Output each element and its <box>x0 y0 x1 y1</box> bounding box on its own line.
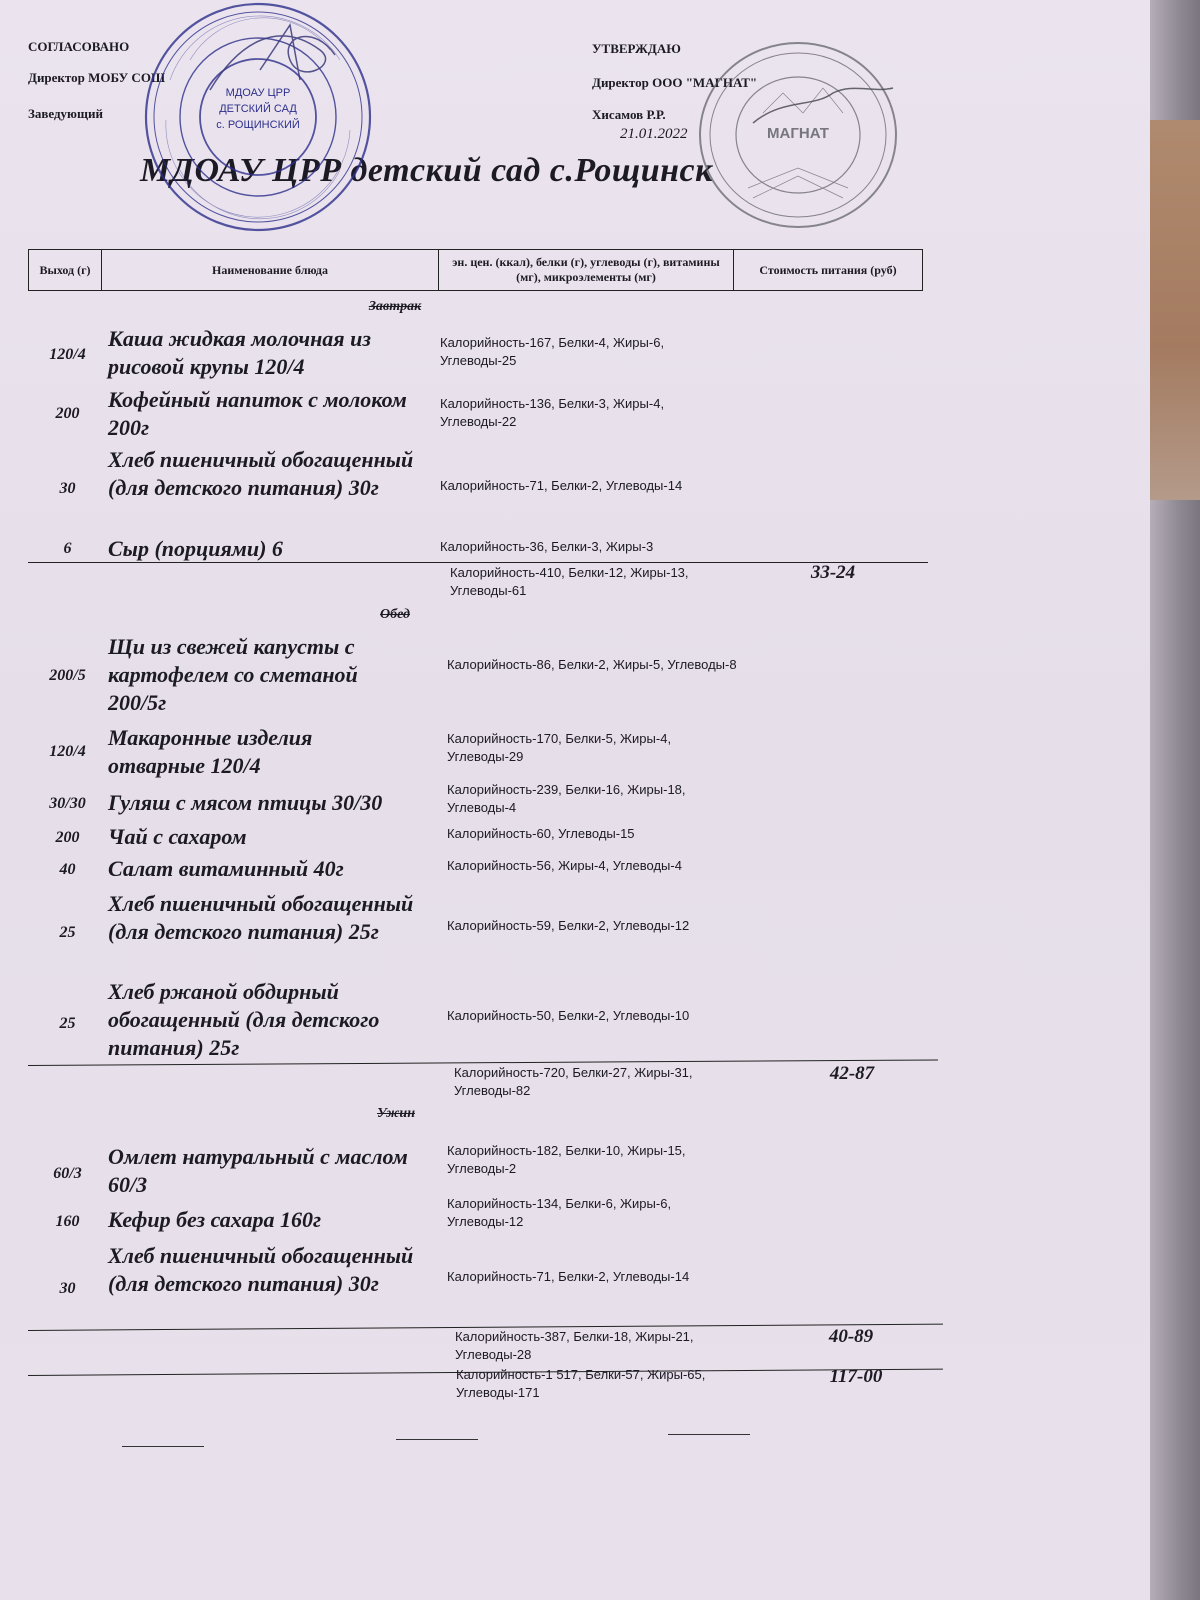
section-dinner-title: Ужин <box>377 1106 415 1121</box>
dinner-total-cost: 40-89 <box>828 1326 874 1347</box>
column-header-row <box>28 249 923 291</box>
dish-name: Хлеб пшеничный обогащенный (для детского питания) 25г <box>108 891 414 944</box>
company-seal-text: МАГНАТ <box>767 125 829 142</box>
approve-label: УТВЕРЖДАЮ <box>592 41 681 56</box>
dish-nutrition: Калорийность-182, Белки-10, Жиры-15, Углеводы-2 <box>447 1143 686 1176</box>
lunch-total-nutrition: Калорийность-720, Белки-27, Жиры-31, Углеводы-82 <box>454 1065 693 1098</box>
signature-line-2 <box>396 1439 478 1440</box>
head-label: Заведующий <box>28 106 103 121</box>
agreed-label: СОГЛАСОВАНО <box>28 39 130 54</box>
dish-output: 200/5 <box>49 667 86 684</box>
dish-name: Кефир без сахара 160г <box>108 1207 322 1232</box>
left-director-label: Директор МОБУ СОШ <box>28 70 166 85</box>
dish-output: 6 <box>63 540 72 557</box>
seal-line3: с. РОЩИНСКИЙ <box>216 119 300 131</box>
dish-output: 40 <box>59 861 76 878</box>
signature-line-3 <box>668 1434 750 1435</box>
dish-nutrition: Калорийность-167, Белки-4, Жиры-6, Углеводы-25 <box>440 335 665 368</box>
dish-output: 25 <box>59 924 76 941</box>
dish-nutrition: Калорийность-59, Белки-2, Углеводы-12 <box>447 918 690 933</box>
breakfast-total-nutrition: Калорийность-410, Белки-12, Жиры-13, Углеводы-61 <box>450 565 689 598</box>
page-edge-background <box>1150 0 1200 1600</box>
lunch-total-cost: 42-87 <box>829 1063 875 1084</box>
dish-nutrition: Калорийность-60, Углеводы-15 <box>447 826 635 841</box>
dish-output: 200 <box>55 829 80 846</box>
dish-output: 120/4 <box>49 346 86 363</box>
dish-output: 30/30 <box>49 795 86 812</box>
col-cost-header: Стоимость питания (руб) <box>759 262 897 277</box>
dinner-total-nutrition: Калорийность-387, Белки-18, Жиры-21, Углеводы-28 <box>455 1329 694 1362</box>
dish-name: Чай с сахаром <box>108 824 247 849</box>
dish-output: 25 <box>59 1015 76 1032</box>
dish-nutrition: Калорийность-71, Белки-2, Углеводы-14 <box>440 478 683 493</box>
dish-output: 60/3 <box>53 1165 82 1182</box>
seal-line2: ДЕТСКИЙ САД <box>219 103 297 115</box>
dish-name: Салат витаминный 40г <box>108 856 344 881</box>
page-title: МДОАУ ЦРР детский сад с.Рощинск <box>140 152 713 189</box>
dish-name: Гуляш с мясом птицы 30/30 <box>108 790 383 815</box>
breakfast-total-cost: 33-24 <box>810 562 856 583</box>
dish-name: Омлет натуральный с маслом 60/3 <box>108 1144 408 1197</box>
signature-line-1 <box>122 1446 204 1447</box>
dish-nutrition: Калорийность-134, Белки-6, Жиры-6, Углеводы-12 <box>447 1196 672 1229</box>
dish-output: 30 <box>59 480 76 497</box>
dish-name: Щи из свежей капусты с картофелем со сметаной 200/5г <box>108 634 358 715</box>
dish-nutrition: Калорийность-56, Жиры-4, Углеводы-4 <box>447 858 682 873</box>
right-director-label: Директор ООО "МАГНАТ" <box>592 75 758 90</box>
dish-nutrition: Калорийность-50, Белки-2, Углеводы-10 <box>447 1008 690 1023</box>
dish-output: 30 <box>59 1280 76 1297</box>
approval-date: 21.01.2022 <box>620 126 688 142</box>
col-nutrition-header: эн. цен. (ккал), белки (г), углеводы (г), витамины (мг), микроэлементы (мг) <box>439 250 734 290</box>
dish-nutrition: Калорийность-239, Белки-16, Жиры-18, Углеводы-4 <box>447 782 686 815</box>
dish-name: Хлеб ржаной обдирный обогащенный (для детского питания) 25г <box>108 979 380 1060</box>
dish-nutrition: Калорийность-170, Белки-5, Жиры-4, Углеводы-29 <box>447 731 672 764</box>
wood-surface <box>1150 120 1200 500</box>
dish-output: 200 <box>55 405 80 422</box>
dish-name: Сыр (порциями) 6 <box>108 536 283 561</box>
dish-name: Макаронные изделия отварные 120/4 <box>108 725 313 778</box>
dish-name: Хлеб пшеничный обогащенный (для детского питания) 30г <box>108 1243 414 1296</box>
day-total-cost: 117-00 <box>829 1366 883 1387</box>
dish-output: 120/4 <box>49 743 86 760</box>
dish-nutrition: Калорийность-36, Белки-3, Жиры-3 <box>440 539 654 554</box>
section-lunch-title: Обед <box>380 607 410 622</box>
dish-name: Хлеб пшеничный обогащенный (для детского питания) 30г <box>108 447 414 500</box>
dish-nutrition: Калорийность-71, Белки-2, Углеводы-14 <box>447 1269 690 1284</box>
dish-name: Кофейный напиток с молоком 200г <box>108 387 407 440</box>
kindergarten-seal <box>140 0 376 238</box>
dish-nutrition: Калорийность-136, Белки-3, Жиры-4, Углеводы-22 <box>440 396 665 429</box>
section-breakfast-title: Завтрак <box>368 299 422 314</box>
company-seal <box>693 38 903 230</box>
dish-name: Каша жидкая молочная из рисовой крупы 120/4 <box>108 326 371 379</box>
col-output-header: Выход (г) <box>29 250 102 290</box>
approver-name: Хисамов Р.Р. <box>592 107 666 122</box>
dish-output: 160 <box>55 1213 80 1230</box>
col-dish-header: Наименование блюда <box>102 250 439 290</box>
seal-line1: МДОАУ ЦРР <box>225 87 291 99</box>
dish-nutrition: Калорийность-86, Белки-2, Жиры-5, Углеводы-8 <box>447 657 737 672</box>
day-total-nutrition: Калорийность-1 517, Белки-57, Жиры-65, Углеводы-171 <box>456 1367 706 1400</box>
